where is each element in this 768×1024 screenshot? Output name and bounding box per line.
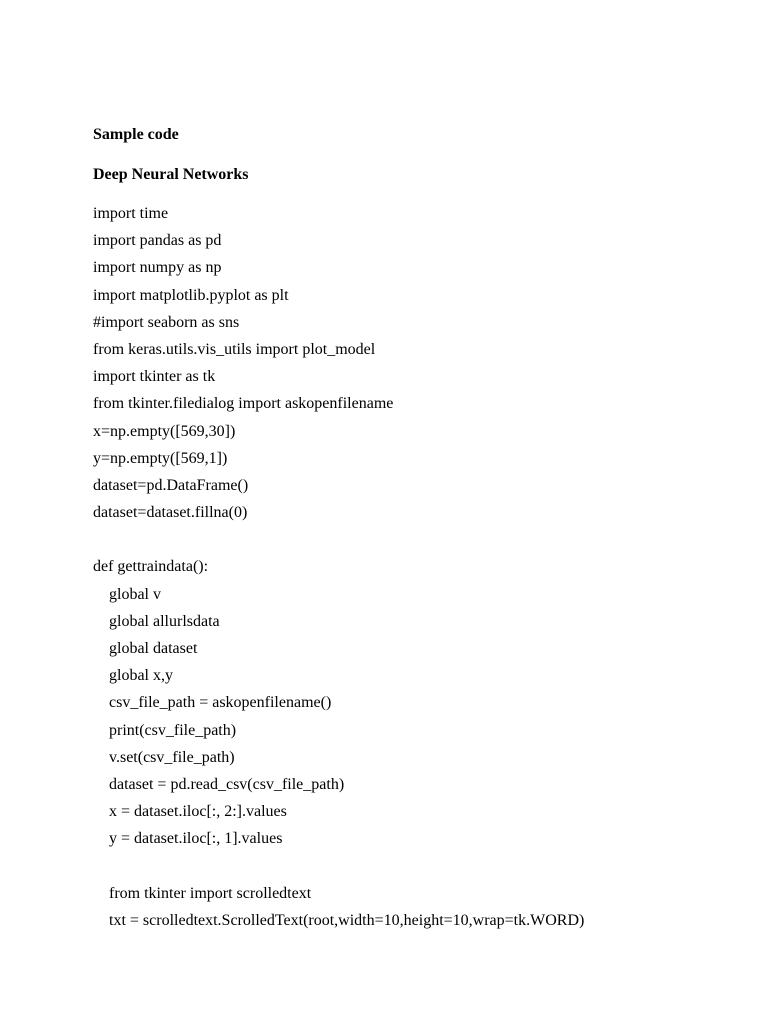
code-line: global dataset [93,640,198,657]
code-line: from tkinter import scrolledtext [93,884,312,902]
code-line: import matplotlib.pyplot as plt [93,286,289,304]
code-line: y=np.empty([569,1]) [93,449,228,467]
code-line: v.set(csv_file_path) [93,748,235,766]
code-line: def gettraindata(): [93,558,209,576]
code-line: from tkinter.filedialog import askopenfilename [93,395,394,413]
code-line: x = dataset.iloc[:, 2:].values [93,803,287,821]
code-line: x=np.empty([569,30]) [93,422,236,440]
code-line: global v [93,585,161,603]
code-line [93,530,584,557]
code-line: txt = scrolledtext.ScrolledText(root,width=10,height=10,wrap=tk.WORD) [93,911,585,929]
code-line: csv_file_path = askopenfilename() [93,694,332,712]
code-line: dataset=pd.DataFrame() [93,476,249,494]
code-line: import pandas as pd [93,232,222,250]
code-line: global allurlsdata [93,612,220,630]
code-line: import numpy as np [93,259,222,277]
code-line: global x,y [93,667,173,685]
code-line: import time [93,205,169,222]
code-line: print(csv_file_path) [93,721,237,739]
code-line: dataset = pd.read_csv(csv_file_path) [93,775,345,793]
code-line: import tkinter as tk [93,368,216,386]
code-line [93,857,584,884]
heading-sample-code: Sample code [93,126,179,143]
code-block [93,204,584,938]
code-line: #import seaborn as sns [93,313,240,331]
code-line: y = dataset.iloc[:, 1].values [93,830,283,848]
heading-deep-neural-networks: Deep Neural Networks [93,166,249,183]
code-line: dataset=dataset.fillna(0) [93,504,248,522]
code-line: from keras.utils.vis_utils import plot_model [93,340,376,358]
